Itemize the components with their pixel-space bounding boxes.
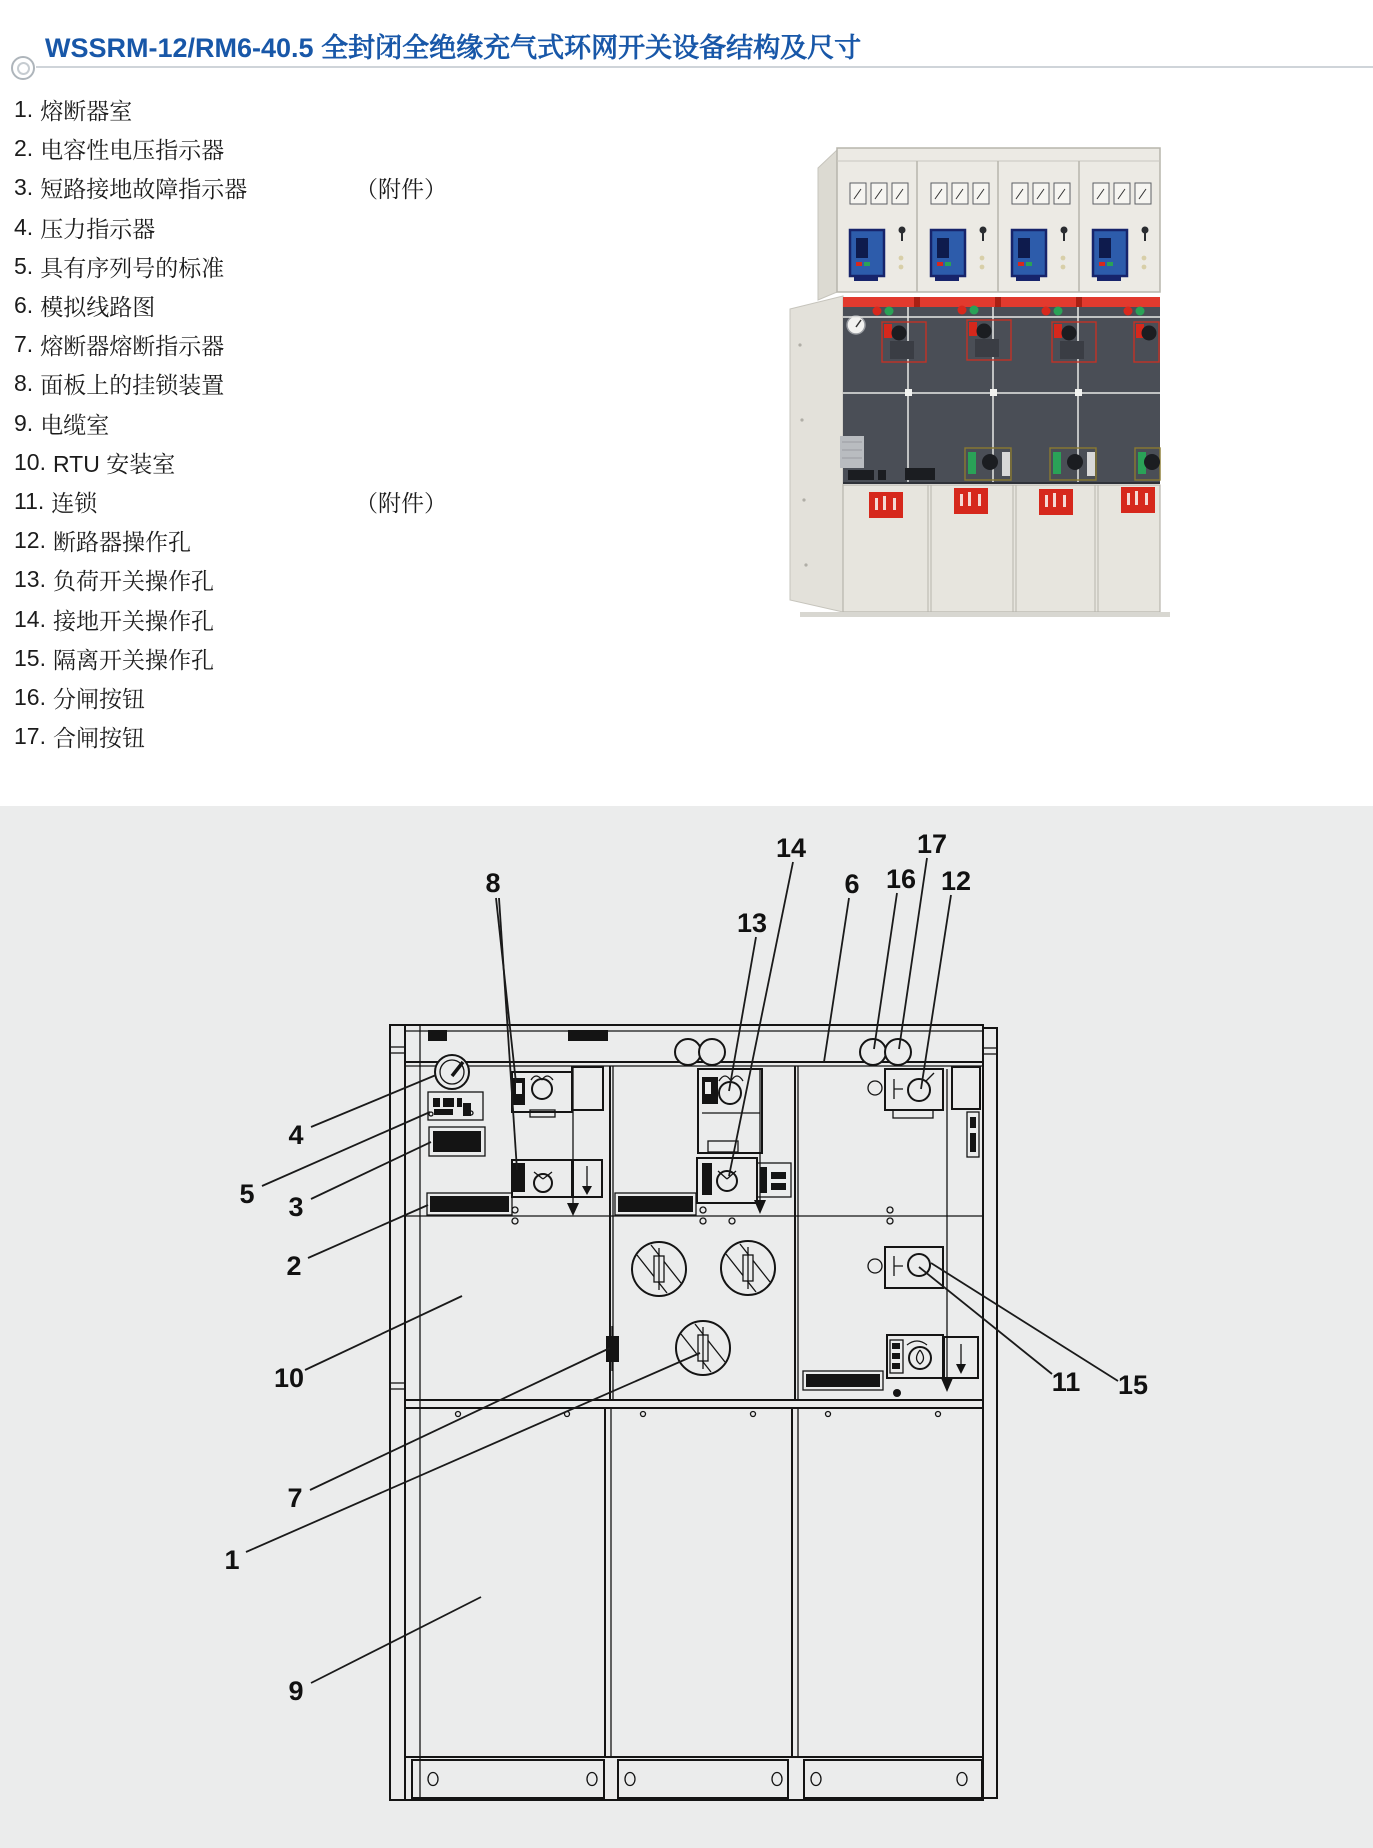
padlock-bar — [702, 1163, 712, 1195]
part-label: 分闸按钮 — [52, 685, 145, 712]
operation-hole — [699, 1039, 725, 1065]
load-switch-operator — [512, 1067, 603, 1117]
callout-line-9 — [311, 1597, 481, 1683]
earth-switch-operator — [697, 1158, 791, 1203]
part-number: 14. — [14, 605, 46, 632]
callout-number-9: 9 — [288, 1676, 304, 1706]
callout-line-10 — [305, 1296, 462, 1370]
callout-line-6 — [824, 898, 849, 1062]
callout-line-4 — [311, 1075, 436, 1127]
callout-number-15: 15 — [1117, 1370, 1149, 1400]
callout-number-10: 10 — [273, 1363, 305, 1393]
part-number: 10. — [14, 448, 46, 475]
callout-number-16: 16 — [885, 864, 917, 894]
callout-line-15 — [931, 1263, 1118, 1381]
padlock-bar — [513, 1163, 525, 1192]
part-number: 12. — [14, 527, 46, 554]
part-number: 5. — [14, 252, 34, 279]
part-label: 断路器操作孔 — [52, 529, 191, 556]
callout-number-13: 13 — [736, 908, 768, 938]
cabinet-outline — [390, 1025, 997, 1800]
voltage-indicator — [427, 1193, 512, 1215]
disconnector-operator — [887, 1335, 978, 1378]
part-label: 具有序列号的标准 — [40, 254, 225, 281]
panel-2 — [606, 1069, 791, 1375]
callout-line-11 — [919, 1267, 1052, 1374]
callout-number-1: 1 — [224, 1545, 240, 1575]
part-label: 熔断器熔断指示器 — [40, 333, 225, 360]
operation-hole — [675, 1039, 701, 1065]
callout-number-12: 12 — [940, 866, 972, 896]
fault-indicator — [429, 1127, 485, 1156]
callout-number-3: 3 — [288, 1192, 304, 1222]
part-number: 8. — [14, 370, 34, 397]
callout-line-7 — [310, 1348, 610, 1490]
part-note: （附件） — [355, 489, 447, 516]
callout-line-2 — [308, 1205, 428, 1258]
part-label: 面板上的挂锁装置 — [40, 372, 225, 399]
callout-line-8 — [499, 898, 517, 1170]
callout-number-6: 6 — [844, 869, 860, 899]
hinge-block — [568, 1030, 608, 1041]
part-label: 短路接地故障指示器 — [40, 176, 248, 203]
callout-line-1 — [246, 1353, 700, 1552]
hinge-block — [428, 1030, 447, 1041]
part-label: 连锁 — [51, 489, 98, 516]
part-number: 9. — [14, 409, 34, 436]
part-number: 1. — [14, 96, 34, 123]
part-label: 电容性电压指示器 — [40, 137, 225, 164]
callout-number-4: 4 — [288, 1120, 304, 1150]
callout-number-14: 14 — [775, 833, 807, 863]
callout-number-5: 5 — [239, 1179, 255, 1209]
part-number: 17. — [14, 723, 46, 750]
part-number: 6. — [14, 292, 34, 319]
part-number: 15. — [14, 644, 46, 671]
part-label: 负荷开关操作孔 — [52, 568, 214, 595]
interlock-operator — [868, 1247, 943, 1288]
breaker-operator — [868, 1069, 943, 1118]
base-plate — [804, 1760, 982, 1798]
part-number: 16. — [14, 683, 46, 710]
panel-3 — [803, 1067, 980, 1397]
callout-number-8: 8 — [485, 868, 501, 898]
part-number: 13. — [14, 566, 46, 593]
open-button-hole — [860, 1039, 886, 1065]
part-number: 11. — [14, 487, 45, 514]
callout-line-12 — [921, 895, 951, 1089]
part-note: （附件） — [355, 176, 447, 203]
base-plate — [618, 1760, 788, 1798]
serial-nameplate — [428, 1092, 483, 1120]
part-label: 接地开关操作孔 — [52, 607, 214, 634]
part-number: 4. — [14, 213, 34, 240]
fuse-chamber — [632, 1241, 775, 1375]
callout-number-11: 11 — [1051, 1367, 1081, 1397]
close-button-hole — [885, 1039, 911, 1065]
part-label: RTU 安装室 — [52, 450, 176, 477]
callout-number-7: 7 — [287, 1483, 303, 1513]
part-label: 熔断器室 — [40, 98, 133, 125]
earth-switch-operator — [512, 1160, 602, 1197]
part-label: 模拟线路图 — [40, 294, 156, 321]
base-plate — [412, 1760, 604, 1798]
part-number: 2. — [14, 135, 34, 162]
part-label: 合闸按钮 — [52, 725, 145, 752]
callout-number-17: 17 — [916, 829, 948, 859]
part-label: 隔离开关操作孔 — [52, 646, 214, 673]
callout-number-2: 2 — [286, 1251, 302, 1281]
voltage-indicator — [615, 1193, 696, 1215]
part-label: 压力指示器 — [40, 215, 156, 242]
callout-line-3 — [311, 1142, 431, 1199]
part-number: 7. — [14, 331, 34, 358]
part-label: 电缆室 — [40, 411, 110, 438]
page-title: WSSRM-12/RM6-40.5 全封闭全绝缘充气式环网开关设备结构及尺寸 — [45, 33, 862, 63]
part-number: 3. — [14, 174, 34, 201]
position-indicator — [967, 1112, 979, 1157]
